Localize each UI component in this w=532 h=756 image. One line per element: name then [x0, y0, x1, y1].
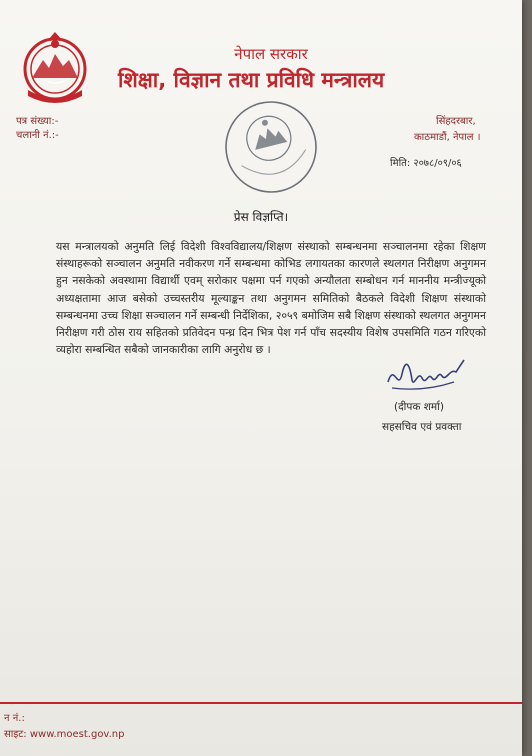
notice-title: प्रेस विज्ञप्ति।: [233, 210, 289, 224]
signatory-title: सहसचिव एवं प्रवक्ता: [382, 421, 462, 433]
letter-number: पत्र संख्या:-: [16, 116, 59, 127]
address-line-2: काठमाडौं, नेपाल ।: [414, 132, 481, 143]
dispatch-number: चलानी नं.:-: [16, 130, 59, 141]
footer-phone: न नं.:: [4, 713, 25, 724]
footer-divider: [0, 702, 522, 704]
footer-website: साइट: www.moest.gov.np: [4, 729, 125, 740]
government-label: नेपाल सरकार: [234, 45, 308, 63]
notice-body: यस मन्त्रालयको अनुमति लिई विदेशी विश्वविद्यालय/शिक्षण संस्थाको सम्बन्धनमा सञ्चालनमा रहेका शिक्षण संस्थाहरूको सञ्चालन अनुमति नवीकरण गर्ने सम्बन्धमा कोभिड लगायतका कारणले स्थलगत निरीक्षण अनुगमन हुन नसकेको अवस्थामा विद्यार्थी एवम् सरोकार पक्षमा पर्न गएको अन्यौलता सम्बोधन गर्न माननीय मन्त्रीज्यूको अध्यक्षतामा आज बसेको उच्चस्तरीय मूल्याङ्कन तथा अनुगमन समितिको बैठकले विदेशी शिक्षण संस्थाको सम्बन्धनमा उच्च शिक्षा सञ्चालन गर्ने सम्बन्धी निर्देशिका, २०५९ बमोजिम सबै शिक्षण संस्थाको स्थलगत अनुगमन निरीक्षण गरी ठोस राय सहितको प्रतिवेदन पन्ध्र दिन भित्र पेश गर्न पाँच सदस्यीय विशेष उपसमिति गठन गरिएको व्यहोरा सम्बन्धित सबैको जानकारीका लागि अनुरोध छ ।: [56, 240, 486, 357]
ministry-title: शिक्षा, विज्ञान तथा प्रविधि मन्त्रालय: [118, 68, 385, 92]
signatory-name: (दीपक शर्मा): [394, 401, 444, 413]
address-line-1: सिंहदरबार,: [436, 116, 476, 127]
letter-date: मिति: २०७८/०९/०६: [390, 158, 462, 169]
nepal-emblem-icon: [18, 30, 92, 104]
official-seal-icon: [222, 98, 320, 196]
signature-icon: [384, 352, 468, 398]
